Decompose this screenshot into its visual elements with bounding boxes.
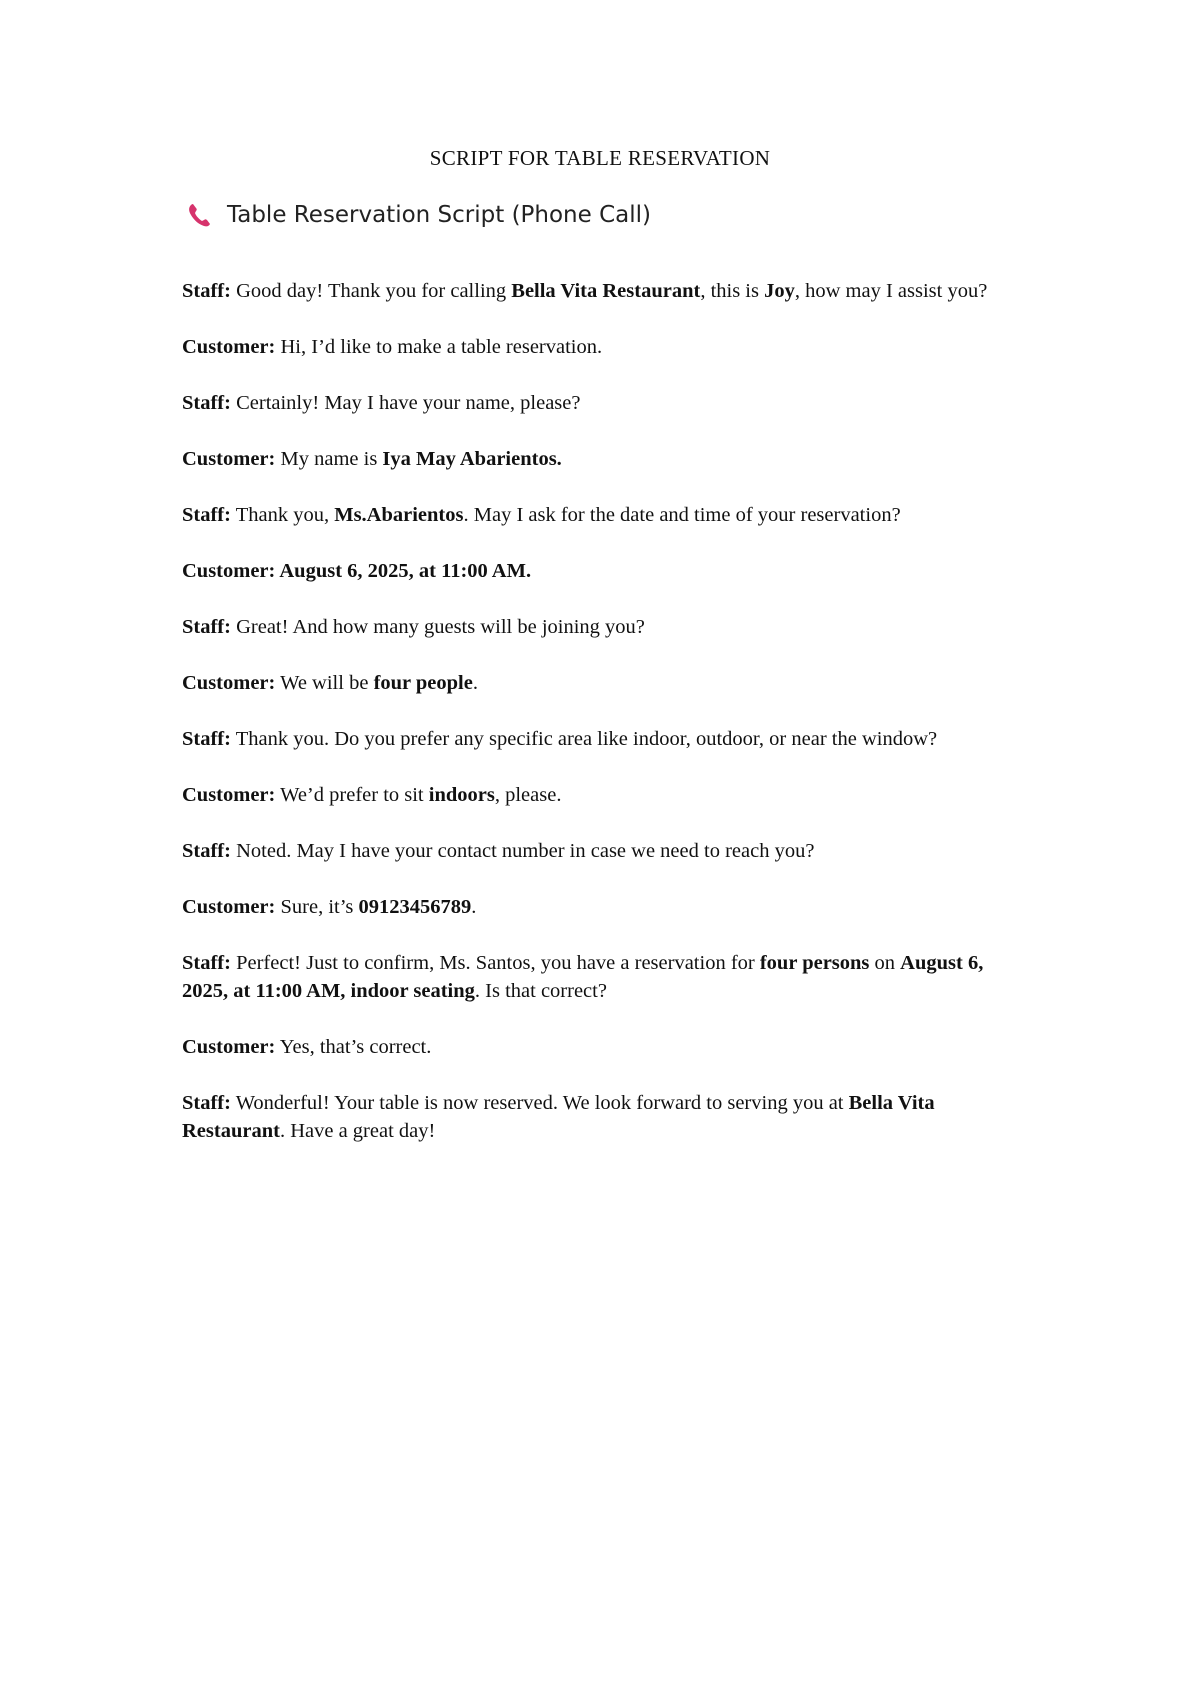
dialogue-text: . Have a great day! (279, 1120, 436, 1142)
dialogue-line (182, 781, 1024, 809)
dialogue-text: Noted. May I have your contact number in case we need to reach you? (230, 840, 815, 862)
speaker-label: Staff: (182, 728, 231, 750)
speaker-label: Staff: (182, 840, 231, 862)
dialogue-text: Wonderful! Your table is now reserved. We look forward to serving you at (230, 1092, 849, 1114)
speaker-label: Customer: (182, 336, 276, 358)
speaker-label: Customer: (182, 448, 276, 470)
dialogue-text: Good day! Thank you for calling (230, 280, 512, 302)
emphasized-text: Bella Vita Restaurant (511, 280, 701, 302)
emphasized-text: indoors (428, 784, 495, 806)
emphasized-text: Joy (764, 280, 795, 302)
dialogue-text: , how may I assist you? (794, 280, 988, 302)
dialogue-line (182, 949, 1024, 1005)
dialogue-line (182, 893, 1024, 921)
dialogue-line (182, 613, 1024, 641)
dialogue-line (182, 445, 1024, 473)
phone-handset-shape (189, 204, 210, 226)
dialogue-line (182, 1033, 1024, 1061)
dialogue-line (182, 1089, 1024, 1145)
dialogue-text: We’d prefer to sit (275, 784, 429, 806)
dialogue-line (182, 837, 1024, 865)
dialogue-line (182, 557, 1024, 585)
dialogue-text: Perfect! Just to confirm, Ms. Santos, you have a reservation for (230, 952, 760, 974)
dialogue-text: , this is (700, 280, 765, 302)
speaker-label: Customer: (182, 1036, 276, 1058)
dialogue-text: . May I ask for the date and time of your reservation? (463, 504, 901, 526)
speaker-label: Staff: (182, 392, 231, 414)
dialogue-line (182, 501, 1024, 529)
phone-icon (185, 200, 215, 230)
dialogue-text: . (471, 896, 477, 918)
dialogue-line (182, 333, 1024, 361)
dialogue-line (182, 669, 1024, 697)
emphasized-text: August 6, 2025, at 11:00 AM. (275, 560, 532, 582)
subheading-text: Table Reservation Script (Phone Call) (227, 202, 652, 228)
emphasized-text: August 6, 2025, at 11:00 AM, indoor seating (182, 952, 984, 1002)
dialogue-line (182, 277, 1024, 305)
speaker-label: Customer: (182, 784, 276, 806)
emphasized-text: four people (373, 672, 473, 694)
dialogue-text: . Is that correct? (474, 980, 607, 1002)
dialogue-text: Thank you, (230, 504, 335, 526)
emphasized-text: Iya May Abarientos. (382, 448, 562, 470)
document-title: SCRIPT FOR TABLE RESERVATION (429, 146, 771, 170)
dialogue-text: Yes, that’s correct. (275, 1036, 432, 1058)
dialogue-text: Hi, I’d like to make a table reservation. (275, 336, 603, 358)
dialogue-text: Great! And how many guests will be joining you? (230, 616, 645, 638)
script-subheading (185, 200, 651, 230)
speaker-label: Staff: (182, 616, 231, 638)
speaker-label: Customer: (182, 560, 276, 582)
dialogue-text: . (472, 672, 478, 694)
dialogue-text: Thank you. Do you prefer any specific area like indoor, outdoor, or near the window? (230, 728, 938, 750)
speaker-label: Staff: (182, 504, 231, 526)
dialogue-script (182, 277, 1024, 1173)
speaker-label: Customer: (182, 672, 276, 694)
dialogue-text: My name is (275, 448, 383, 470)
emphasized-text: Bella Vita Restaurant (182, 1092, 935, 1142)
dialogue-line (182, 725, 1024, 753)
emphasized-text: Ms.Abarientos (334, 504, 464, 526)
dialogue-line (182, 389, 1024, 417)
dialogue-text: We will be (275, 672, 374, 694)
emphasized-text: four persons (759, 952, 870, 974)
speaker-label: Staff: (182, 952, 231, 974)
dialogue-text: Sure, it’s (275, 896, 359, 918)
dialogue-text: Certainly! May I have your name, please? (230, 392, 581, 414)
speaker-label: Customer: (182, 896, 276, 918)
speaker-label: Staff: (182, 280, 231, 302)
speaker-label: Staff: (182, 1092, 231, 1114)
dialogue-text: , please. (494, 784, 562, 806)
emphasized-text: 09123456789 (358, 896, 472, 918)
dialogue-text: on (869, 952, 901, 974)
